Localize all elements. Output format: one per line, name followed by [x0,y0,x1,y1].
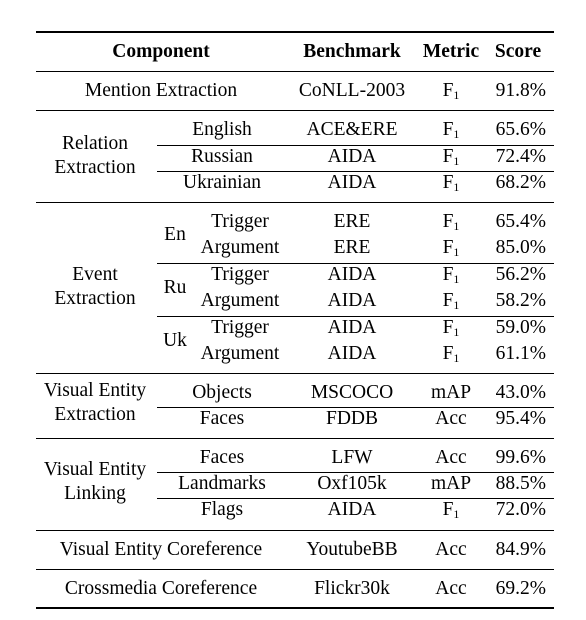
f1-subscript: 1 [453,507,460,521]
metric-cell [443,290,460,312]
subcomponent-objects: Objects [192,382,252,403]
header-score: Score [494,41,542,62]
benchmark-cell: MSCOCO [310,382,394,403]
metric-cell: Acc [435,578,467,599]
score-cell: 43.0% [495,382,546,403]
language-ru: Ru [163,277,187,298]
language-uk: Uk [163,330,187,351]
mention-extraction-label: Mention Extraction [84,80,238,101]
score-cell: 99.6% [495,447,546,468]
language-en: En [164,224,186,245]
score-cell: 69.2% [495,578,546,599]
score-cell: 61.1% [495,343,546,364]
f1-subscript: 1 [453,88,460,102]
f1-base: F [442,290,454,311]
metric-cell: mAP [430,473,472,494]
top-rule [36,31,554,33]
benchmark-cell: ERE [333,237,371,258]
score-cell: 56.2% [495,264,546,285]
metric-cell [443,343,460,365]
relation-extraction-label: Relation Extraction [54,133,136,178]
score-cell: 72.4% [495,146,546,167]
header-benchmark: Benchmark [303,41,401,62]
metric-cell [443,80,460,102]
f1-subscript: 1 [453,180,460,194]
f1-subscript: 1 [453,245,460,259]
f1-subscript: 1 [453,325,460,339]
role-trigger: Trigger [211,264,269,285]
f1-subscript: 1 [453,127,460,141]
benchmark-cell: AIDA [327,146,377,167]
metric-cell: Acc [435,539,467,560]
f1-base: F [442,119,454,140]
benchmark-cell: Flickr30k [314,578,390,599]
benchmark-cell: FDDB [325,408,379,429]
header-metric: Metric [422,41,480,62]
score-cell: 88.5% [495,473,546,494]
f1-subscript: 1 [453,272,460,286]
f1-base: F [442,146,454,167]
bottom-rule [36,607,554,609]
metric-cell [443,237,460,259]
score-cell: 95.4% [495,408,546,429]
benchmark-cell: AIDA [327,172,377,193]
header-component: Component [112,41,210,62]
benchmark-cell: LFW [331,447,373,468]
subcomponent-faces: Faces [199,447,245,468]
role-trigger: Trigger [211,211,269,232]
benchmark-cell: YoutubeBB [306,539,398,560]
f1-subscript: 1 [453,298,460,312]
section-rule [36,438,554,439]
score-cell: 58.2% [495,290,546,311]
score-cell: 84.9% [495,539,546,560]
f1-base: F [442,317,454,338]
section-rule [36,530,554,531]
role-argument: Argument [200,343,280,364]
metric-cell [443,172,460,194]
subcomponent-faces: Faces [199,408,245,429]
score-cell: 85.0% [495,237,546,258]
metric-cell: Acc [435,447,467,468]
benchmark-cell: AIDA [327,499,377,520]
visual-entity-coreference-label: Visual Entity Coreference [59,539,263,560]
subcomponent-landmarks: Landmarks [178,473,266,494]
metric-cell: mAP [430,382,472,403]
subcomponent-flags: Flags [200,499,244,520]
benchmark-cell: CoNLL-2003 [298,80,406,101]
role-argument: Argument [200,290,280,311]
f1-base: F [442,499,454,520]
subcomponent-english: English [192,119,252,140]
f1-subscript: 1 [453,154,460,168]
metric-cell [443,146,460,168]
score-cell: 72.0% [495,499,546,520]
section-rule [36,110,554,111]
benchmark-cell: AIDA [327,317,377,338]
f1-base: F [442,80,454,101]
role-argument: Argument [200,237,280,258]
f1-subscript: 1 [453,351,460,365]
score-cell: 68.2% [495,172,546,193]
metric-cell [443,499,460,521]
score-cell: 65.4% [495,211,546,232]
subcomponent-russian: Russian [191,146,253,167]
benchmark-cell: AIDA [327,290,377,311]
metric-cell: Acc [435,408,467,429]
visual-entity-linking-label: Visual Entity Linking [43,459,147,504]
benchmark-cell: ERE [333,211,371,232]
header-rule [36,71,554,72]
crossmedia-coreference-label: Crossmedia Coreference [64,578,258,599]
f1-base: F [442,237,454,258]
subcomponent-ukrainian: Ukrainian [183,172,261,193]
metric-cell [443,264,460,286]
metric-cell [443,317,460,339]
score-cell: 91.8% [495,80,546,101]
benchmark-cell: AIDA [327,343,377,364]
f1-subscript: 1 [453,219,460,233]
score-cell: 59.0% [495,317,546,338]
section-rule [36,202,554,203]
metric-cell [443,211,460,233]
f1-base: F [442,343,454,364]
benchmark-cell: Oxf105k [317,473,387,494]
section-rule [36,373,554,374]
metric-cell [443,119,460,141]
f1-base: F [442,172,454,193]
section-rule [36,569,554,570]
role-trigger: Trigger [211,317,269,338]
f1-base: F [442,211,454,232]
visual-entity-extraction-label: Visual Entity Extraction [43,380,147,425]
f1-base: F [442,264,454,285]
event-extraction-label: Event Extraction [54,264,136,309]
score-cell: 65.6% [495,119,546,140]
benchmark-cell: AIDA [327,264,377,285]
benchmark-cell: ACE&ERE [306,119,398,140]
